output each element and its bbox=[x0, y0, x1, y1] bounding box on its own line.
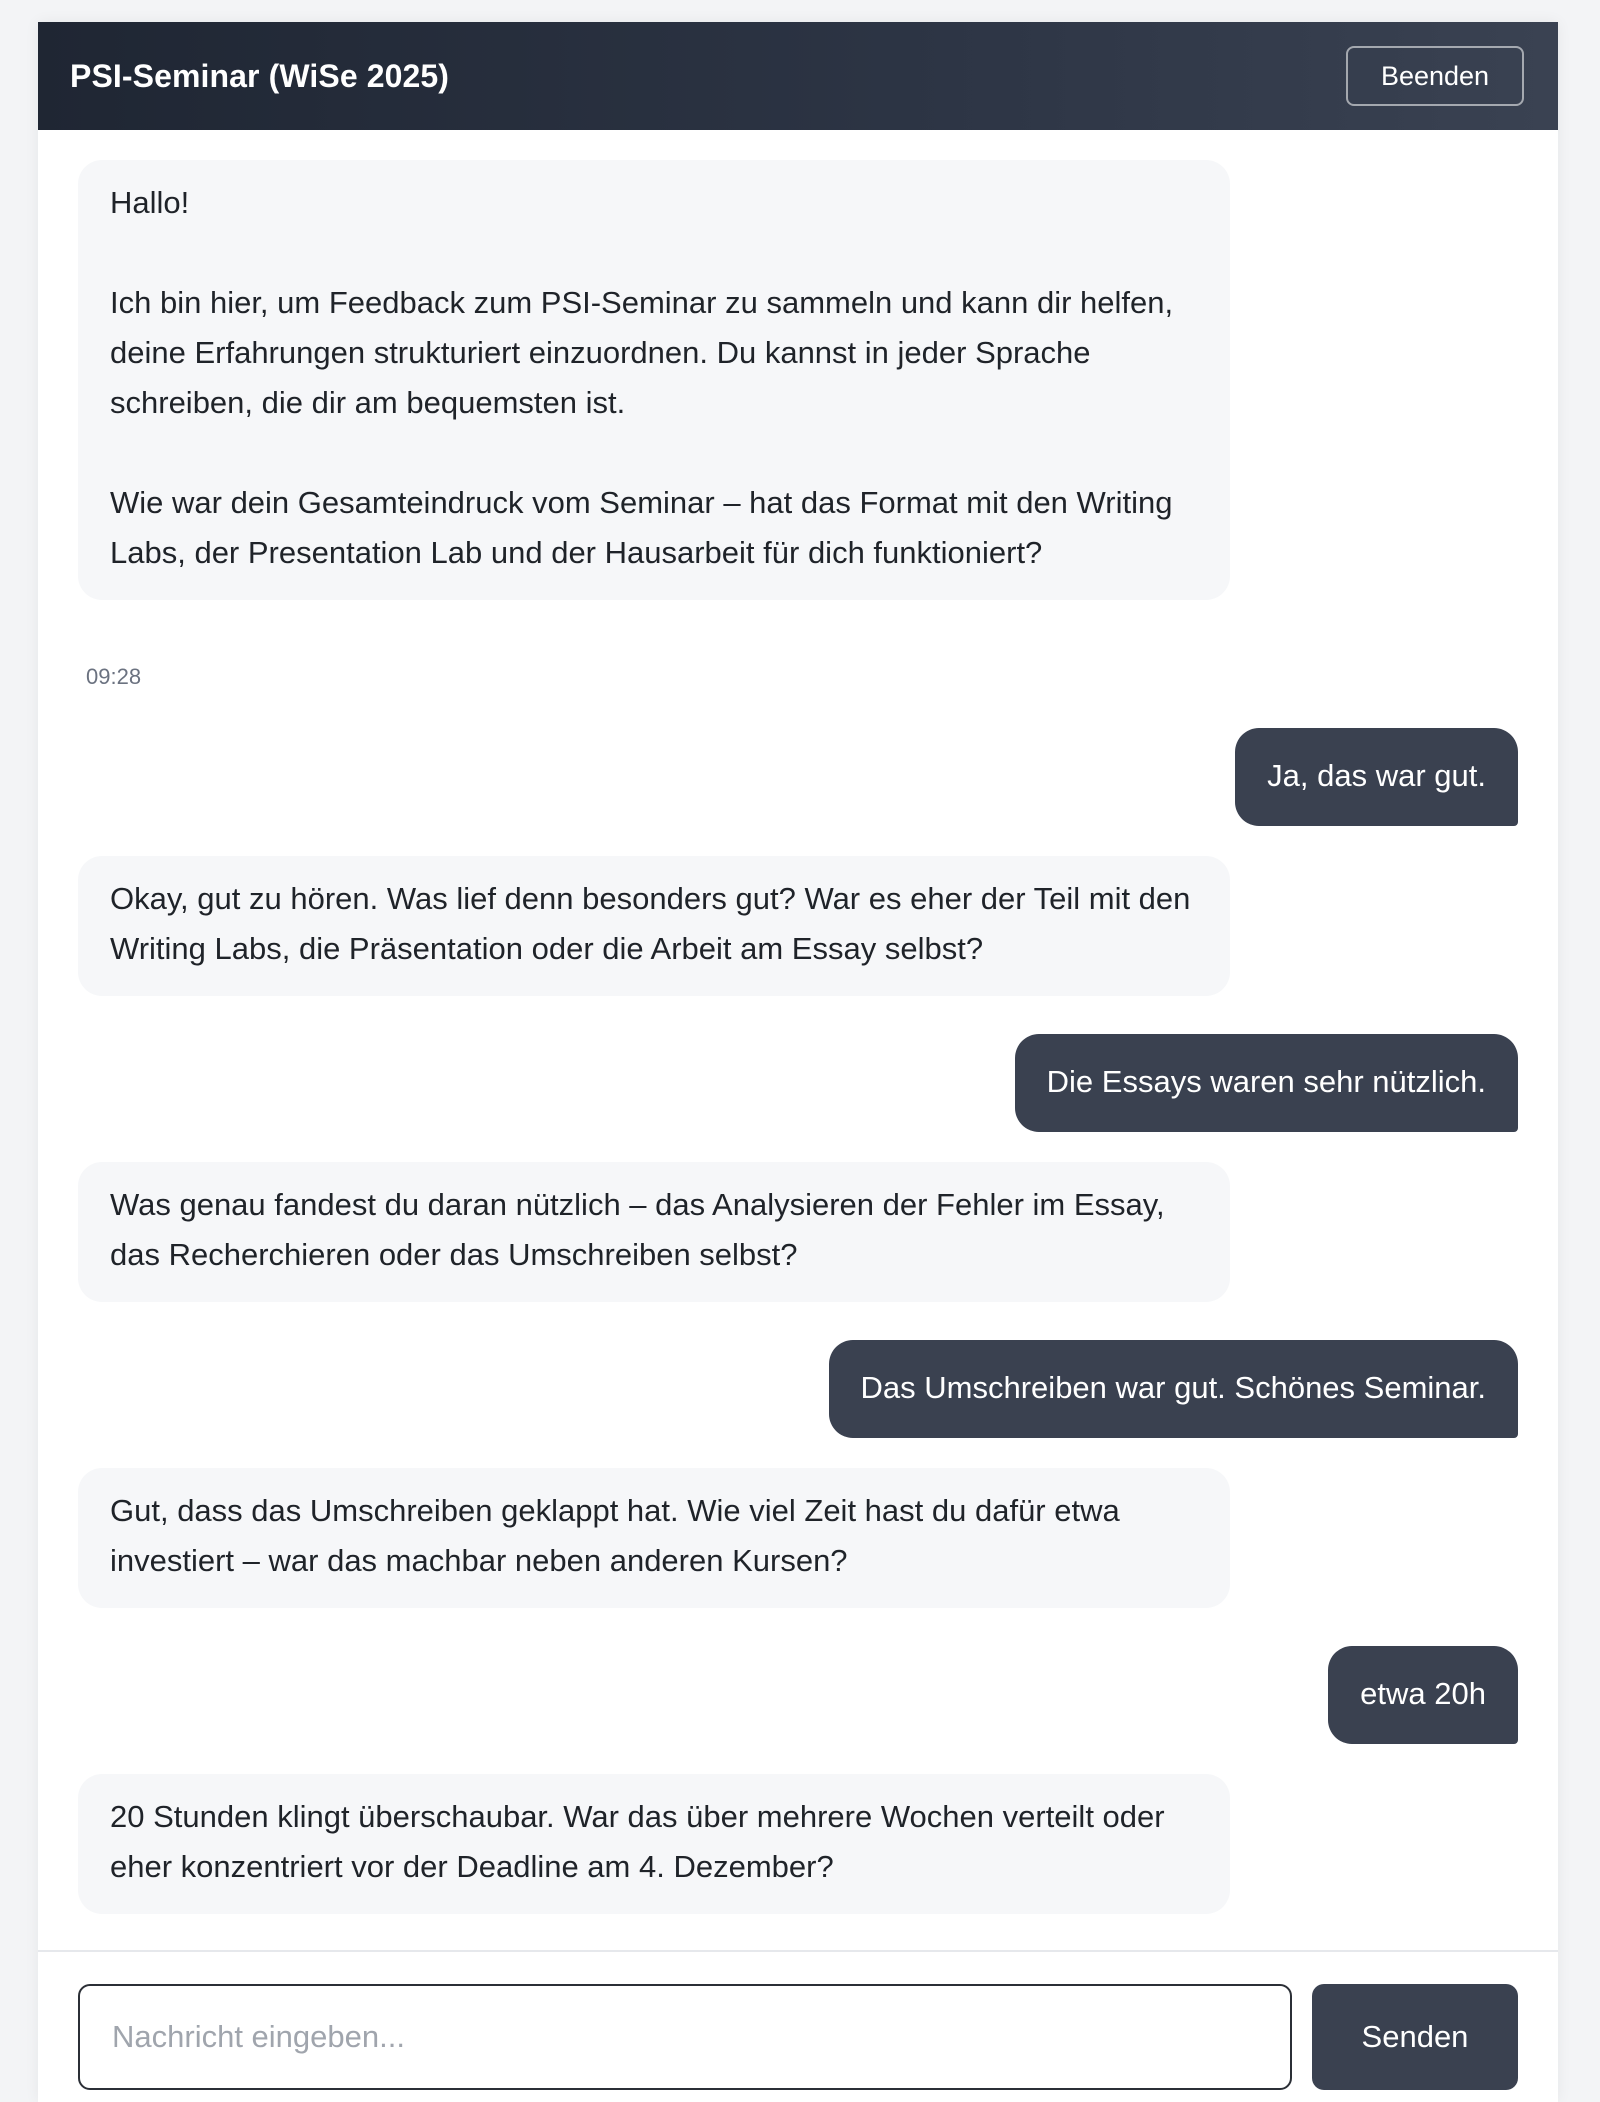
user-message: Das Umschreiben war gut. Schönes Seminar. bbox=[829, 1340, 1518, 1438]
end-button[interactable]: Beenden bbox=[1346, 46, 1524, 106]
chat-title: PSI-Seminar (WiSe 2025) bbox=[70, 57, 450, 94]
chat-header bbox=[38, 22, 1558, 130]
user-message: etwa 20h bbox=[1328, 1646, 1518, 1744]
send-button[interactable]: Senden bbox=[1312, 1984, 1518, 2090]
user-message: Die Essays waren sehr nützlich. bbox=[1015, 1034, 1518, 1132]
bot-message: Was genau fandest du daran nützlich – das Analysieren der Fehler im Essay, das Recherchieren oder das Umschreiben selbst? bbox=[78, 1162, 1230, 1302]
message-timestamp: 09:28 bbox=[86, 664, 142, 689]
message-input[interactable] bbox=[78, 1984, 1292, 2090]
bot-message: Hallo! Ich bin hier, um Feedback zum PSI-Seminar zu sammeln und kann dir helfen, deine Erfahrungen strukturiert einzuordnen. Du kannst in jeder Sprache schreiben, die dir am bequemsten ist. Wie war dein Gesamteindruck vom Seminar – hat das Format mit den Writing Labs, der Presentation Lab und der Hausarbeit für dich funktioniert? bbox=[78, 160, 1230, 600]
composer bbox=[38, 1950, 1558, 2102]
bot-message: Okay, gut zu hören. Was lief denn besonders gut? War es eher der Teil mit den Writing Labs, die Präsentation oder die Arbeit am Essay selbst? bbox=[78, 856, 1230, 996]
chat-window bbox=[38, 22, 1558, 2102]
user-message: Ja, das war gut. bbox=[1235, 728, 1518, 826]
message-list[interactable] bbox=[38, 130, 1558, 1950]
bot-message: Gut, dass das Umschreiben geklappt hat. Wie viel Zeit hast du dafür etwa investiert – war das machbar neben anderen Kursen? bbox=[78, 1468, 1230, 1608]
bot-message: 20 Stunden klingt überschaubar. War das über mehrere Wochen verteilt oder eher konzentriert vor der Deadline am 4. Dezember? bbox=[78, 1774, 1230, 1914]
